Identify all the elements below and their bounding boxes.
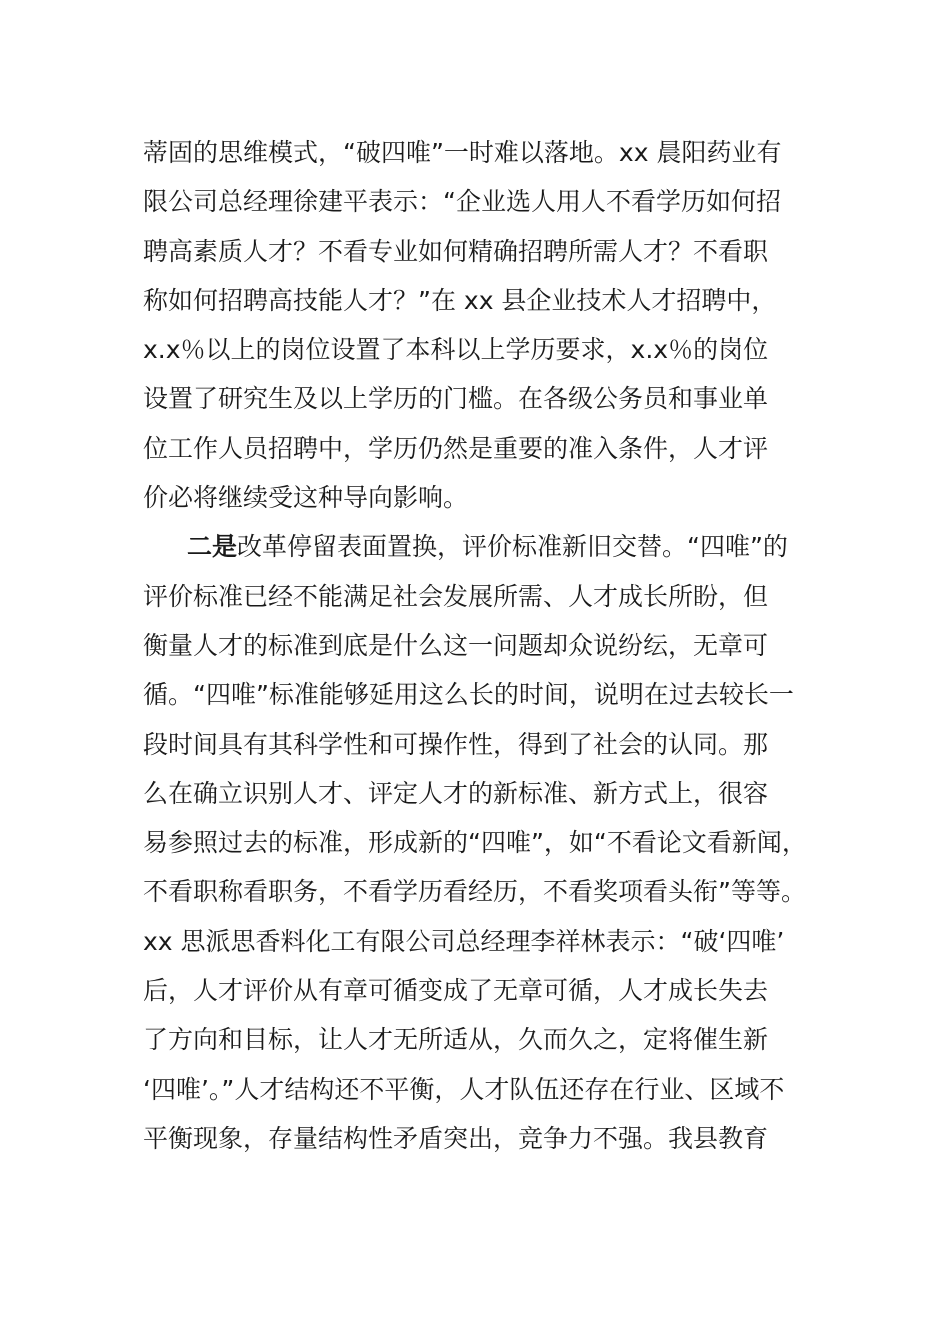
text-line: 衡量人才的标准到底是什么这一问题却众说纷纭，无章可 [143, 630, 769, 660]
paragraph-two-first-line [143, 522, 813, 571]
text-line: 平衡现象，存量结构性矛盾突出，竞争力不强。我县教育 [143, 1123, 769, 1153]
text-line: 蒂固的思维模式，“破四唯”一时难以落地。xx 晨阳药业有 [143, 138, 782, 167]
text-line: xx 思派思香料化工有限公司总经理李祥林表示：“破‘四唯’ [143, 926, 785, 956]
text-line: 聘高素质人才？不看专业如何精确招聘所需人才？不看职 [143, 236, 769, 266]
paragraph-lead: 二是 [187, 532, 238, 562]
text-line: ‘四唯’。”人才结构还不平衡，人才队伍还存在行业、区域不 [143, 1074, 785, 1104]
text-line: 设置了研究生及以上学历的门槛。在各级公务员和事业单 [143, 384, 769, 414]
text-line: 段时间具有其科学性和可操作性，得到了社会的认同。那 [143, 729, 769, 759]
paragraph-lead-rest: 改革停留表面置换，评价标准新旧交替。“四唯”的 [237, 532, 788, 562]
text-line: 不看职称看职务，不看学历看经历，不看奖项看头衔”等等。 [143, 877, 806, 907]
text-line: 称如何招聘高技能人才？”在 xx 县企业技术人才招聘中， [143, 285, 777, 315]
text-line: 价必将继续受这种导向影响。 [143, 483, 469, 513]
text-line: 了方向和目标，让人才无所适从，久而久之，定将催生新 [143, 1025, 769, 1055]
text-line: 么在确立识别人才、评定人才的新标准、新方式上，很容 [143, 778, 769, 808]
text-line: 位工作人员招聘中，学历仍然是重要的准入条件，人才评 [143, 433, 769, 463]
text-line: 评价标准已经不能满足社会发展所需、人才成长所盼，但 [143, 581, 769, 611]
text-line: 易参照过去的标准，形成新的“四唯”，如“不看论文看新闻， [143, 828, 807, 858]
body-text [143, 128, 813, 1163]
text-line: x.x％以上的岗位设置了本科以上学历要求，x.x％的岗位 [143, 335, 769, 365]
text-line: 循。“四唯”标准能够延用这么长的时间，说明在过去较长一 [143, 680, 794, 710]
text-line: 限公司总经理徐建平表示：“企业选人用人不看学历如何招 [143, 187, 781, 217]
text-line: 后，人才评价从有章可循变成了无章可循，人才成长失去 [143, 976, 769, 1006]
